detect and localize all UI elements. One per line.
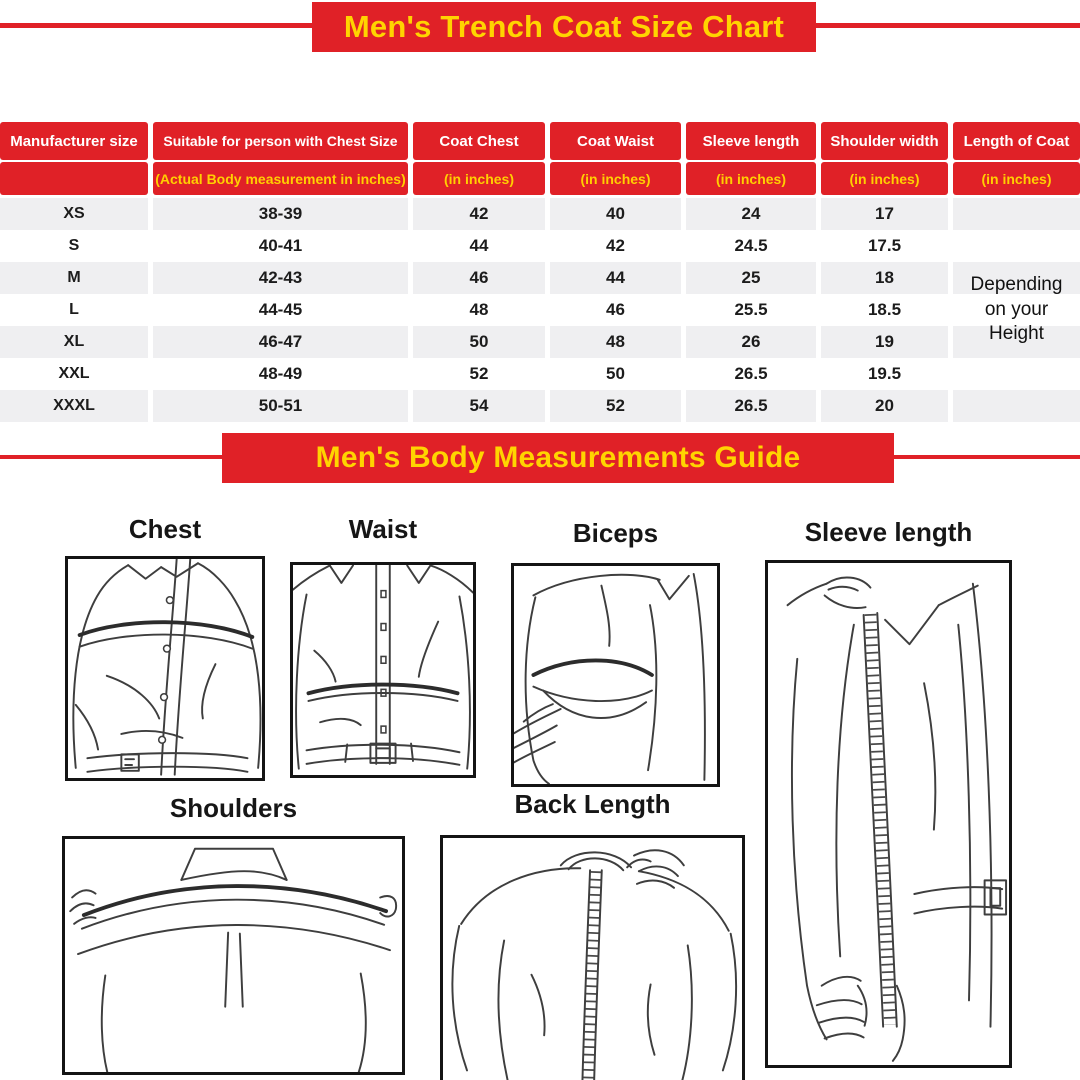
size-cell: XL: [0, 326, 148, 358]
value-cell: 26.5: [686, 390, 816, 422]
waist-illustration: [293, 565, 473, 775]
value-cell: 54: [413, 390, 545, 422]
value-cell: 40-41: [153, 230, 408, 262]
chest-figure: [65, 556, 265, 781]
value-cell: 44: [550, 262, 681, 294]
size-cell: L: [0, 294, 148, 326]
value-cell: 50: [550, 358, 681, 390]
subheader-coat-chest-units: (in inches): [413, 162, 545, 195]
size-cell: M: [0, 262, 148, 294]
value-cell: 38-39: [153, 198, 408, 230]
back-length-label: Back Length: [514, 789, 671, 819]
size-chart-table: [0, 122, 1080, 422]
size-cell: S: [0, 230, 148, 262]
shoulders-figure: [62, 836, 405, 1075]
value-cell: 18.5: [821, 294, 948, 326]
col-header-coat-waist: Coat Waist: [550, 122, 681, 160]
decorative-line-right-2: [894, 455, 1080, 459]
back-length-figure: [440, 835, 745, 1080]
length-of-coat-note-cell: [953, 198, 1080, 422]
subheader-length-units: (in inches): [953, 162, 1080, 195]
col-header-length-of-coat: Length of Coat: [953, 122, 1080, 160]
value-cell: 25: [686, 262, 816, 294]
value-cell: 42: [413, 198, 545, 230]
length-of-coat-note: Depending on your Height: [970, 273, 1063, 345]
biceps-illustration: [514, 566, 717, 784]
back-length-illustration: [443, 838, 742, 1080]
value-cell: 42-43: [153, 262, 408, 294]
decorative-line-left: [0, 23, 312, 28]
value-cell: 46-47: [153, 326, 408, 358]
value-cell: 19.5: [821, 358, 948, 390]
chest-label: Chest: [128, 514, 202, 544]
decorative-line-right: [816, 23, 1080, 28]
decorative-line-left-2: [0, 455, 222, 459]
shoulders-label: Shoulders: [169, 793, 298, 823]
value-cell: 17.5: [821, 230, 948, 262]
value-cell: 48: [550, 326, 681, 358]
col-header-sleeve-length: Sleeve length: [686, 122, 816, 160]
value-cell: 50-51: [153, 390, 408, 422]
page-title: Men's Trench Coat Size Chart: [343, 9, 785, 44]
value-cell: 44: [413, 230, 545, 262]
value-cell: 17: [821, 198, 948, 230]
col-header-manufacturer-size: Manufacturer size: [0, 122, 148, 160]
biceps-label: Biceps: [572, 518, 659, 548]
sleeve-length-label: Sleeve length: [804, 517, 973, 547]
size-cell: XXL: [0, 358, 148, 390]
size-cell: XS: [0, 198, 148, 230]
value-cell: 52: [413, 358, 545, 390]
sleeve-length-illustration: [768, 563, 1009, 1065]
value-cell: 44-45: [153, 294, 408, 326]
page-title-banner: [312, 2, 816, 52]
value-cell: 19: [821, 326, 948, 358]
value-cell: 50: [413, 326, 545, 358]
subheader-actual-body: (Actual Body measurement in inches): [153, 162, 408, 195]
value-cell: 25.5: [686, 294, 816, 326]
value-cell: 48: [413, 294, 545, 326]
value-cell: 18: [821, 262, 948, 294]
col-header-suitable-chest: Suitable for person with Chest Size: [153, 122, 408, 160]
section-title: Men's Body Measurements Guide: [315, 441, 801, 474]
section-title-banner: [222, 433, 894, 483]
value-cell: 46: [413, 262, 545, 294]
sleeve-length-figure: [765, 560, 1012, 1068]
subheader-manufacturer: [0, 162, 148, 195]
value-cell: 52: [550, 390, 681, 422]
size-cell: XXXL: [0, 390, 148, 422]
value-cell: 48-49: [153, 358, 408, 390]
col-header-coat-chest: Coat Chest: [413, 122, 545, 160]
value-cell: 40: [550, 198, 681, 230]
waist-label: Waist: [348, 514, 418, 544]
col-header-shoulder-width: Shoulder width: [821, 122, 948, 160]
subheader-sleeve-units: (in inches): [686, 162, 816, 195]
value-cell: 26: [686, 326, 816, 358]
chest-illustration: [68, 559, 262, 778]
value-cell: 20: [821, 390, 948, 422]
value-cell: 24.5: [686, 230, 816, 262]
value-cell: 46: [550, 294, 681, 326]
waist-figure: [290, 562, 476, 778]
subheader-shoulder-units: (in inches): [821, 162, 948, 195]
value-cell: 42: [550, 230, 681, 262]
value-cell: 24: [686, 198, 816, 230]
shoulders-illustration: [65, 839, 402, 1072]
value-cell: 26.5: [686, 358, 816, 390]
subheader-coat-waist-units: (in inches): [550, 162, 681, 195]
biceps-figure: [511, 563, 720, 787]
